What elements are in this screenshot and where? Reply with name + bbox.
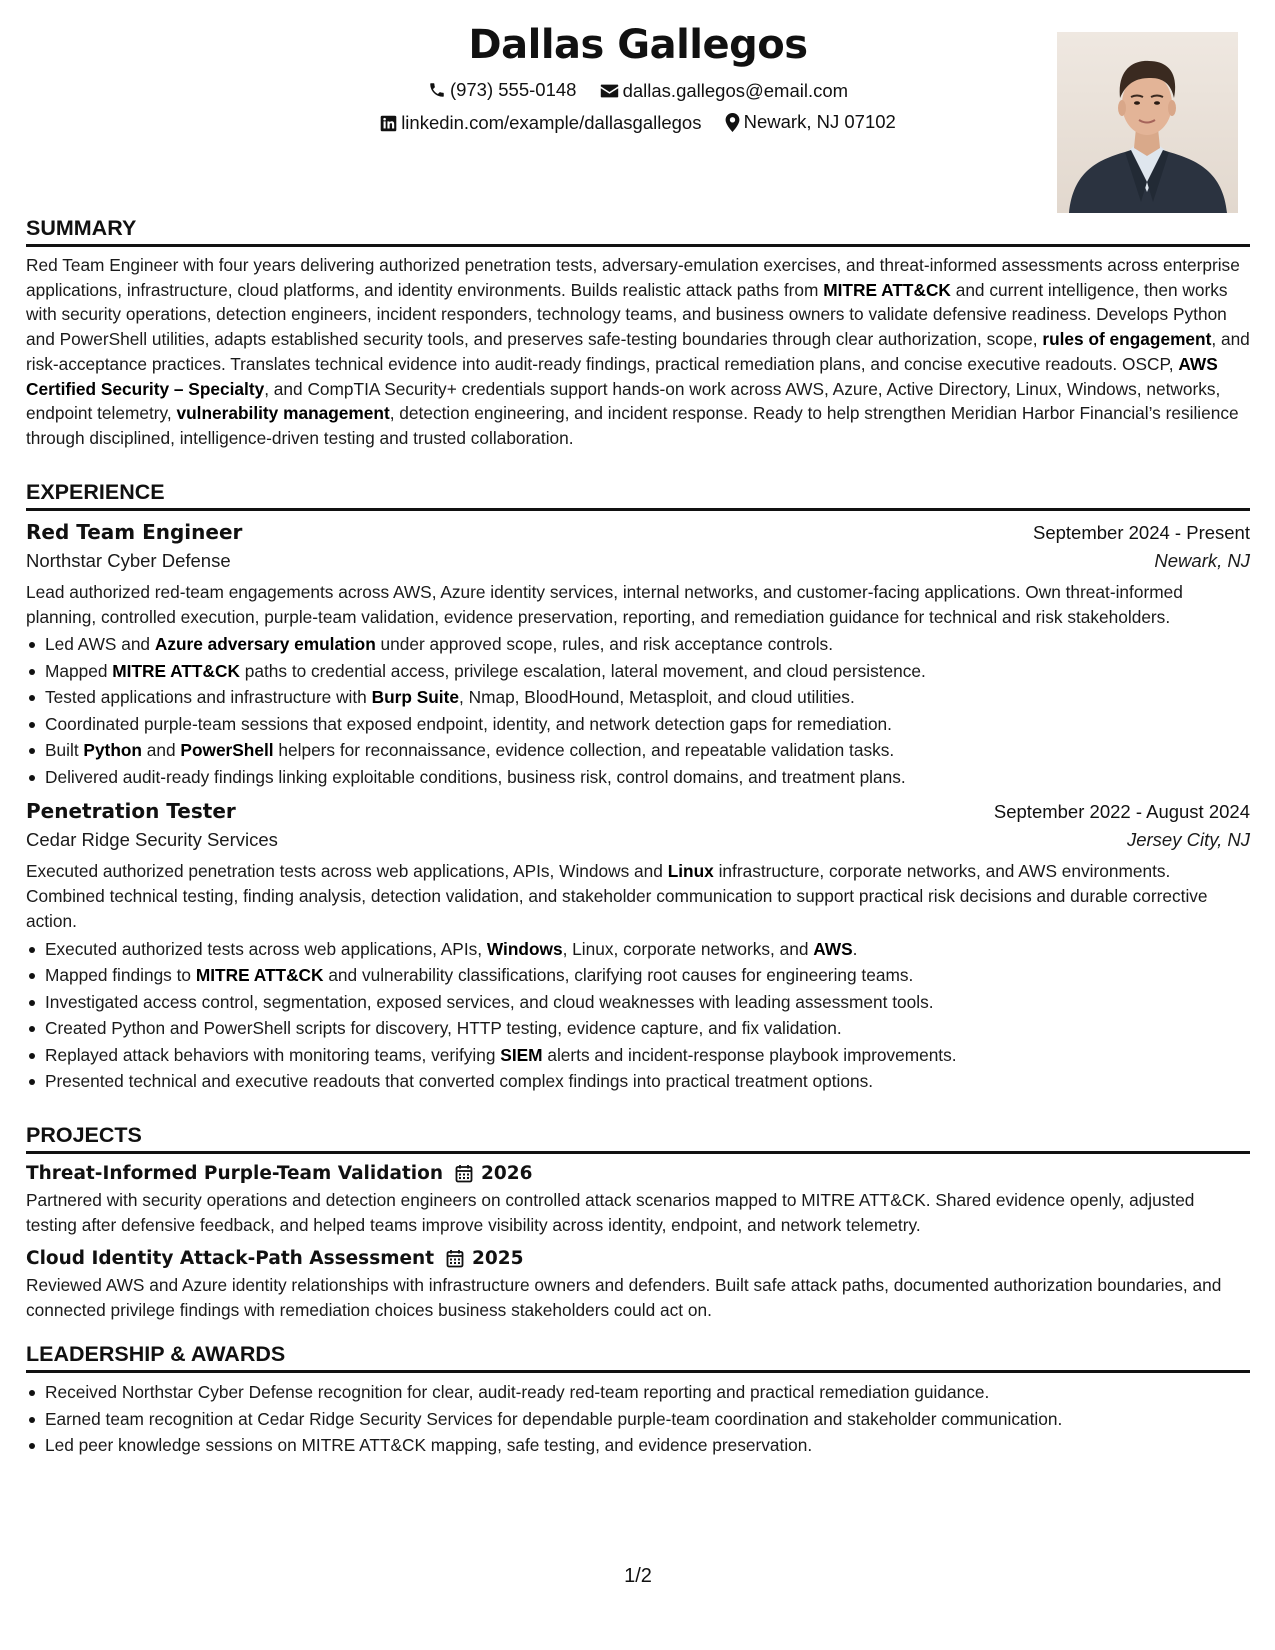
project-year: 2026 [481,1163,533,1184]
job-title: Penetration Tester [26,799,236,824]
job-company: Cedar Ridge Security Services [26,829,278,851]
phone-number: (973) 555-0148 [449,79,577,100]
job-entry [26,799,1250,1094]
linkedin-icon [380,115,397,132]
summary-heading: SUMMARY [26,215,1250,247]
experience-section [26,479,1250,1095]
email-address[interactable]: dallas.gallegos@email.com [622,80,849,101]
leadership-section [26,1341,1250,1459]
bullet-item: Received Northstar Cyber Defense recognition for clear, audit-ready red-team reporting and practical remediation guidance. [26,1379,1250,1406]
job-location: Newark, NJ [1154,550,1250,571]
job-bullets [26,631,1250,790]
summary-text: Red Team Engineer with four years delivering authorized penetration tests, adversary-emulation exercises, and threat-informed assessments across enterprise applications, infrastructure, cloud platforms, and identity environments. Builds realistic attack paths from MITRE ATT&CK and current intelligence, then works with security operations, detection engineers, incident responders, technology teams, and business owners to validate defensive readiness. Develops Python and PowerShell utilities, adapts established security tools, and preserves safe-testing boundaries through clear authorization, scope, rules of engagement, and risk-acceptance practices. Translates technical evidence into audit-ready findings, practical remediation plans, and concise executive readouts. OSCP, AWS Certified Security – Specialty, and CompTIA Security+ credentials support hands-on work across AWS, Azure, Active Directory, Linux, Windows, networks, endpoint telemetry, vulnerability management, detection engineering, and incident response. Ready to help strengthen Meridian Harbor Financial’s resilience through disciplined, intelligence-driven testing and trusted collaboration. [26,255,1250,448]
bullet-item: Executed authorized tests across web applications, APIs, Windows, Linux, corporate networks, and AWS. [26,936,1250,963]
job-bullets [26,936,1250,1095]
summary-section [26,215,1250,451]
job-dates: September 2022 - August 2024 [993,801,1250,823]
bullet-item: Replayed attack behaviors with monitoring teams, verifying SIEM alerts and incident-response playbook improvements. [26,1042,1250,1069]
resume-page [26,0,1250,1650]
linkedin-contact[interactable] [380,112,701,134]
experience-heading: EXPERIENCE [26,479,1250,511]
job-dates: September 2024 - Present [1033,522,1250,543]
calendar-icon [455,1164,473,1183]
leadership-heading: LEADERSHIP & AWARDS [26,1341,1250,1373]
page-number: 1/2 [624,1565,652,1587]
candidate-name: Dallas Gallegos [468,22,808,68]
project-name: Cloud Identity Attack-Path Assessment [26,1248,435,1270]
projects-heading: PROJECTS [26,1122,1250,1154]
job-description: Lead authorized red-team engagements across AWS, Azure identity services, internal networks, and customer-facing applications. Own threat-informed planning, controlled execution, purple-team validation, evidence preservation, reporting, and remediation guidance for technical and risk stakeholders. [26,582,1183,627]
email-contact[interactable] [600,80,848,102]
job-company: Northstar Cyber Defense [26,550,231,571]
job-description: Executed authorized penetration tests across web applications, APIs, Windows and Linux infrastructure, corporate networks, and AWS environments. Combined technical testing, finding analysis, detection validation, and stakeholder communication to support practical risk decisions and durable corrective action. [26,861,1208,931]
job-location: Jersey City, NJ [1126,829,1250,851]
bullet-item: Presented technical and executive readouts that converted complex findings into practical treatment options. [26,1068,1250,1095]
bullet-item: Created Python and PowerShell scripts for discovery, HTTP testing, evidence capture, and fix validation. [26,1015,1250,1042]
bullet-item: Mapped findings to MITRE ATT&CK and vulnerability classifications, clarifying root causes for engineering teams. [26,962,1250,989]
project-description: Reviewed AWS and Azure identity relationships with infrastructure owners and defenders. Built safe attack paths, documented authorization boundaries, and connected privilege findings with remediation choices business stakeholders could act on. [26,1275,1222,1321]
bullet-item: Mapped MITRE ATT&CK paths to credential access, privilege escalation, lateral movement, and cloud persistence. [26,658,1250,685]
phone-icon [428,81,446,99]
bullet-item: Led AWS and Azure adversary emulation under approved scope, rules, and risk acceptance controls. [26,631,1250,658]
bullet-item: Earned team recognition at Cedar Ridge Security Services for dependable purple-team coordination and stakeholder communication. [26,1406,1250,1433]
bullet-item: Delivered audit-ready findings linking exploitable conditions, business risk, control domains, and treatment plans. [26,764,1250,791]
project-year: 2025 [472,1248,524,1270]
bullet-item: Led peer knowledge sessions on MITRE ATT&CK mapping, safe testing, and evidence preservation. [26,1432,1250,1459]
project-entry [26,1163,1250,1237]
envelope-icon [600,83,619,99]
location-contact [725,111,896,133]
bullet-item: Investigated access control, segmentation, exposed services, and cloud weaknesses with leading assessment tools. [26,989,1250,1016]
job-entry [26,520,1250,790]
job-title: Red Team Engineer [26,520,243,544]
linkedin-url[interactable]: linkedin.com/example/dallasgallegos [401,112,702,133]
map-pin-icon [725,113,740,132]
phone-contact [428,79,577,101]
project-description: Partnered with security operations and detection engineers on controlled attack scenarios mapped to MITRE ATT&CK. Shared evidence openly, adjusted testing after defensive feedback, and helped teams improve visibility across identity, endpoint, and network telemetry. [26,1190,1195,1235]
project-name: Threat-Informed Purple-Team Validation [26,1163,444,1184]
bullet-item: Built Python and PowerShell helpers for reconnaissance, evidence collection, and repeatable validation tasks. [26,737,1250,764]
calendar-icon [446,1249,464,1268]
bullet-item: Coordinated purple-team sessions that exposed endpoint, identity, and network detection gaps for remediation. [26,711,1250,738]
profile-photo [1057,32,1238,213]
projects-section [26,1122,1250,1323]
project-entry [26,1248,1250,1322]
location-text: Newark, NJ 07102 [743,111,896,132]
bullet-item: Tested applications and infrastructure with Burp Suite, Nmap, BloodHound, Metasploit, and cloud utilities. [26,684,1250,711]
leadership-bullets [26,1379,1250,1459]
